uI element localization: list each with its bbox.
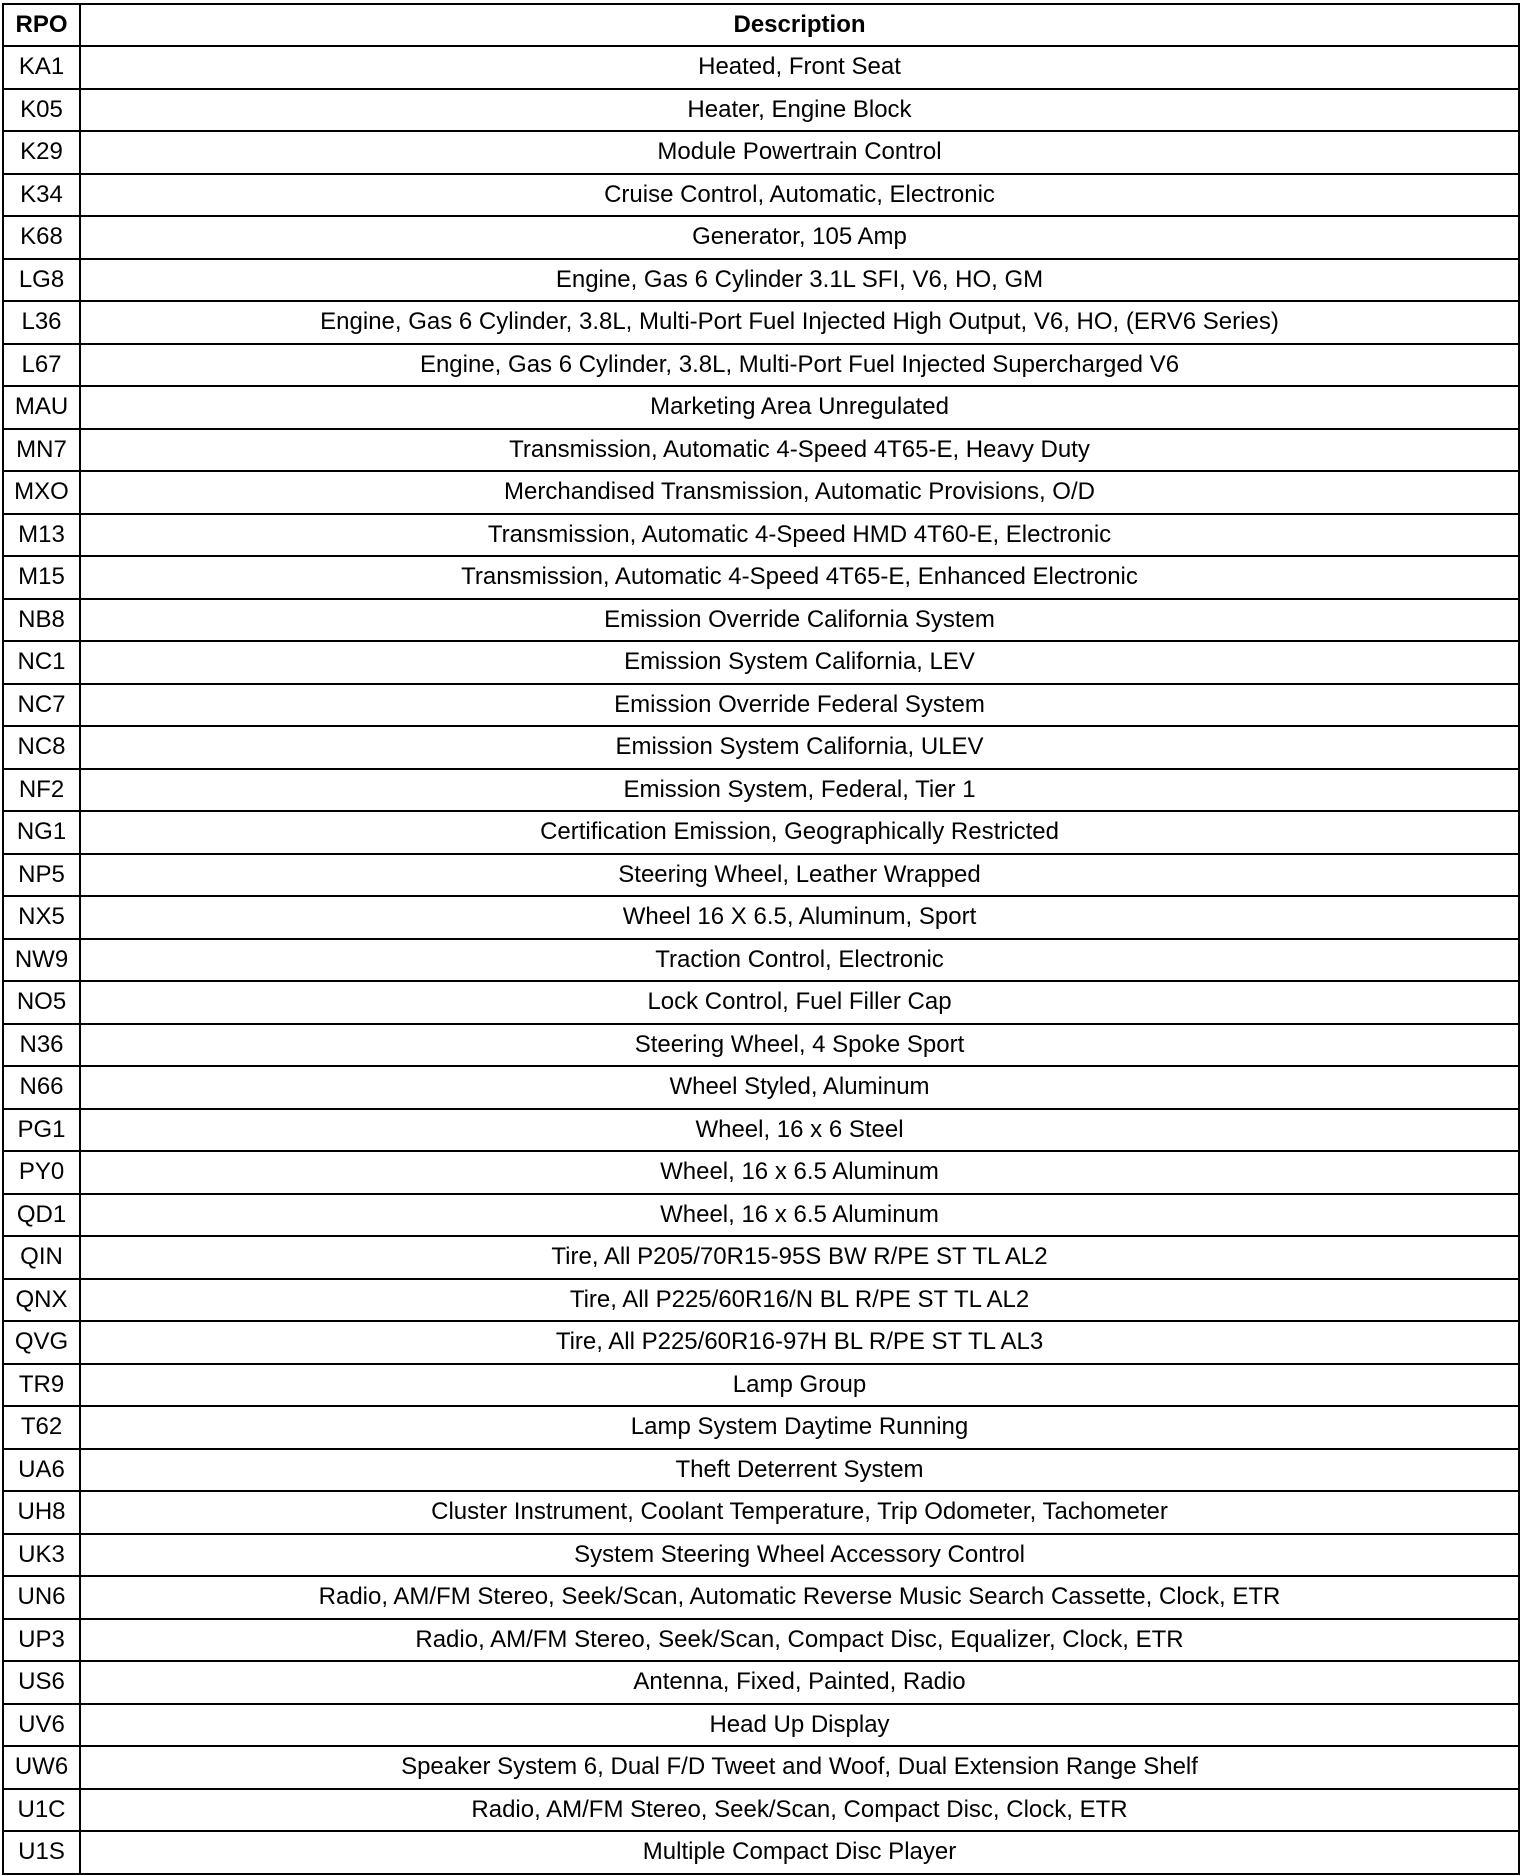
table-row: [3, 1066, 1519, 1109]
rpo-code-cell: NC1: [3, 641, 80, 684]
rpo-description-cell: Certification Emission, Geographically Restricted: [80, 811, 1519, 854]
rpo-description-cell: Heated, Front Seat: [80, 46, 1519, 89]
rpo-code-cell: L36: [3, 301, 80, 344]
rpo-code-cell: US6: [3, 1661, 80, 1704]
table-row: [3, 301, 1519, 344]
header-row: [3, 4, 1519, 46]
rpo-code-cell: UH8: [3, 1491, 80, 1534]
table-row: [3, 854, 1519, 897]
rpo-description-cell: Heater, Engine Block: [80, 89, 1519, 132]
rpo-description-cell: Merchandised Transmission, Automatic Provisions, O/D: [80, 471, 1519, 514]
rpo-description-cell: Wheel 16 X 6.5, Aluminum, Sport: [80, 896, 1519, 939]
rpo-code-cell: U1C: [3, 1789, 80, 1832]
rpo-description-cell: Antenna, Fixed, Painted, Radio: [80, 1661, 1519, 1704]
table-row: [3, 981, 1519, 1024]
table-row: [3, 1024, 1519, 1067]
rpo-code-cell: K68: [3, 216, 80, 259]
rpo-code-cell: U1S: [3, 1831, 80, 1874]
table-row: [3, 939, 1519, 982]
table-row: [3, 1151, 1519, 1194]
table-row: [3, 429, 1519, 472]
rpo-code-cell: TR9: [3, 1364, 80, 1407]
table-row: [3, 684, 1519, 727]
table-row: [3, 514, 1519, 557]
rpo-code-cell: UV6: [3, 1704, 80, 1747]
rpo-description-cell: Steering Wheel, Leather Wrapped: [80, 854, 1519, 897]
table-row: [3, 1406, 1519, 1449]
rpo-code-cell: N66: [3, 1066, 80, 1109]
table-row: [3, 1619, 1519, 1662]
table-row: [3, 641, 1519, 684]
rpo-description-cell: Module Powertrain Control: [80, 131, 1519, 174]
rpo-description-cell: Speaker System 6, Dual F/D Tweet and Woof, Dual Extension Range Shelf: [80, 1746, 1519, 1789]
rpo-code-cell: K34: [3, 174, 80, 217]
rpo-code-cell: NW9: [3, 939, 80, 982]
rpo-description-cell: Radio, AM/FM Stereo, Seek/Scan, Compact Disc, Equalizer, Clock, ETR: [80, 1619, 1519, 1662]
rpo-description-cell: Radio, AM/FM Stereo, Seek/Scan, Automatic Reverse Music Search Cassette, Clock, ETR: [80, 1576, 1519, 1619]
table-row: [3, 1491, 1519, 1534]
rpo-code-cell: UW6: [3, 1746, 80, 1789]
rpo-code-cell: M15: [3, 556, 80, 599]
rpo-description-cell: Transmission, Automatic 4-Speed HMD 4T60-E, Electronic: [80, 514, 1519, 557]
column-header-description: Description: [80, 4, 1519, 46]
table-row: [3, 89, 1519, 132]
rpo-description-cell: Multiple Compact Disc Player: [80, 1831, 1519, 1874]
rpo-code-cell: QVG: [3, 1321, 80, 1364]
table-row: [3, 1449, 1519, 1492]
rpo-description-cell: Engine, Gas 6 Cylinder, 3.8L, Multi-Port Fuel Injected High Output, V6, HO, (ERV6 Series): [80, 301, 1519, 344]
table-row: [3, 1236, 1519, 1279]
rpo-description-cell: Marketing Area Unregulated: [80, 386, 1519, 429]
rpo-code-cell: NP5: [3, 854, 80, 897]
rpo-code-cell: MAU: [3, 386, 80, 429]
table-row: [3, 131, 1519, 174]
rpo-code-cell: K29: [3, 131, 80, 174]
table-row: [3, 344, 1519, 387]
rpo-code-cell: UN6: [3, 1576, 80, 1619]
rpo-code-cell: NG1: [3, 811, 80, 854]
table-row: [3, 726, 1519, 769]
rpo-code-cell: L67: [3, 344, 80, 387]
rpo-code-cell: NO5: [3, 981, 80, 1024]
rpo-description-cell: Wheel, 16 x 6.5 Aluminum: [80, 1151, 1519, 1194]
rpo-code-cell: PG1: [3, 1109, 80, 1152]
rpo-description-cell: Cruise Control, Automatic, Electronic: [80, 174, 1519, 217]
rpo-description-cell: Lamp Group: [80, 1364, 1519, 1407]
rpo-description-cell: Engine, Gas 6 Cylinder 3.1L SFI, V6, HO, GM: [80, 259, 1519, 302]
rpo-code-cell: N36: [3, 1024, 80, 1067]
rpo-description-cell: Tire, All P225/60R16/N BL R/PE ST TL AL2: [80, 1279, 1519, 1322]
rpo-description-cell: Radio, AM/FM Stereo, Seek/Scan, Compact Disc, Clock, ETR: [80, 1789, 1519, 1832]
rpo-code-cell: MN7: [3, 429, 80, 472]
rpo-description-cell: Head Up Display: [80, 1704, 1519, 1747]
table-row: [3, 556, 1519, 599]
table-row: [3, 259, 1519, 302]
rpo-code-cell: QIN: [3, 1236, 80, 1279]
rpo-code-cell: NF2: [3, 769, 80, 812]
rpo-code-cell: PY0: [3, 1151, 80, 1194]
table-row: [3, 1534, 1519, 1577]
rpo-description-cell: System Steering Wheel Accessory Control: [80, 1534, 1519, 1577]
rpo-description-cell: Wheel, 16 x 6 Steel: [80, 1109, 1519, 1152]
rpo-code-cell: K05: [3, 89, 80, 132]
rpo-description-cell: Cluster Instrument, Coolant Temperature, Trip Odometer, Tachometer: [80, 1491, 1519, 1534]
table-row: [3, 174, 1519, 217]
table-row: [3, 1831, 1519, 1874]
rpo-description-cell: Transmission, Automatic 4-Speed 4T65-E, Enhanced Electronic: [80, 556, 1519, 599]
table-row: [3, 1109, 1519, 1152]
table-row: [3, 46, 1519, 89]
column-header-rpo: RPO: [3, 4, 80, 46]
rpo-code-cell: T62: [3, 1406, 80, 1449]
rpo-description-cell: Transmission, Automatic 4-Speed 4T65-E, Heavy Duty: [80, 429, 1519, 472]
table-row: [3, 216, 1519, 259]
rpo-description-cell: Emission System California, LEV: [80, 641, 1519, 684]
rpo-description-cell: Emission Override Federal System: [80, 684, 1519, 727]
rpo-code-cell: QNX: [3, 1279, 80, 1322]
table-row: [3, 1789, 1519, 1832]
table-row: [3, 1576, 1519, 1619]
rpo-code-cell: UP3: [3, 1619, 80, 1662]
rpo-table: [2, 3, 1520, 1875]
table-row: [3, 1704, 1519, 1747]
rpo-code-cell: LG8: [3, 259, 80, 302]
rpo-code-cell: NX5: [3, 896, 80, 939]
rpo-code-cell: UK3: [3, 1534, 80, 1577]
table-row: [3, 1194, 1519, 1237]
rpo-description-cell: Theft Deterrent System: [80, 1449, 1519, 1492]
table-row: [3, 769, 1519, 812]
table-body: [3, 46, 1519, 1874]
rpo-code-cell: M13: [3, 514, 80, 557]
rpo-description-cell: Lamp System Daytime Running: [80, 1406, 1519, 1449]
rpo-description-cell: Lock Control, Fuel Filler Cap: [80, 981, 1519, 1024]
rpo-description-cell: Engine, Gas 6 Cylinder, 3.8L, Multi-Port Fuel Injected Supercharged V6: [80, 344, 1519, 387]
rpo-document: [2, 3, 1518, 1865]
rpo-description-cell: Traction Control, Electronic: [80, 939, 1519, 982]
rpo-description-cell: Wheel, 16 x 6.5 Aluminum: [80, 1194, 1519, 1237]
table-row: [3, 599, 1519, 642]
table-row: [3, 1364, 1519, 1407]
table-row: [3, 1746, 1519, 1789]
rpo-description-cell: Emission System California, ULEV: [80, 726, 1519, 769]
rpo-code-cell: QD1: [3, 1194, 80, 1237]
rpo-description-cell: Steering Wheel, 4 Spoke Sport: [80, 1024, 1519, 1067]
table-header: [3, 4, 1519, 46]
table-row: [3, 811, 1519, 854]
rpo-code-cell: NC8: [3, 726, 80, 769]
rpo-code-cell: NB8: [3, 599, 80, 642]
rpo-code-cell: MXO: [3, 471, 80, 514]
rpo-description-cell: Emission Override California System: [80, 599, 1519, 642]
table-row: [3, 471, 1519, 514]
rpo-code-cell: NC7: [3, 684, 80, 727]
rpo-description-cell: Tire, All P205/70R15-95S BW R/PE ST TL AL2: [80, 1236, 1519, 1279]
rpo-description-cell: Emission System, Federal, Tier 1: [80, 769, 1519, 812]
rpo-description-cell: Generator, 105 Amp: [80, 216, 1519, 259]
rpo-code-cell: KA1: [3, 46, 80, 89]
rpo-code-cell: UA6: [3, 1449, 80, 1492]
table-row: [3, 1321, 1519, 1364]
table-row: [3, 1661, 1519, 1704]
table-row: [3, 386, 1519, 429]
rpo-description-cell: Tire, All P225/60R16-97H BL R/PE ST TL AL3: [80, 1321, 1519, 1364]
table-row: [3, 1279, 1519, 1322]
table-row: [3, 896, 1519, 939]
rpo-description-cell: Wheel Styled, Aluminum: [80, 1066, 1519, 1109]
